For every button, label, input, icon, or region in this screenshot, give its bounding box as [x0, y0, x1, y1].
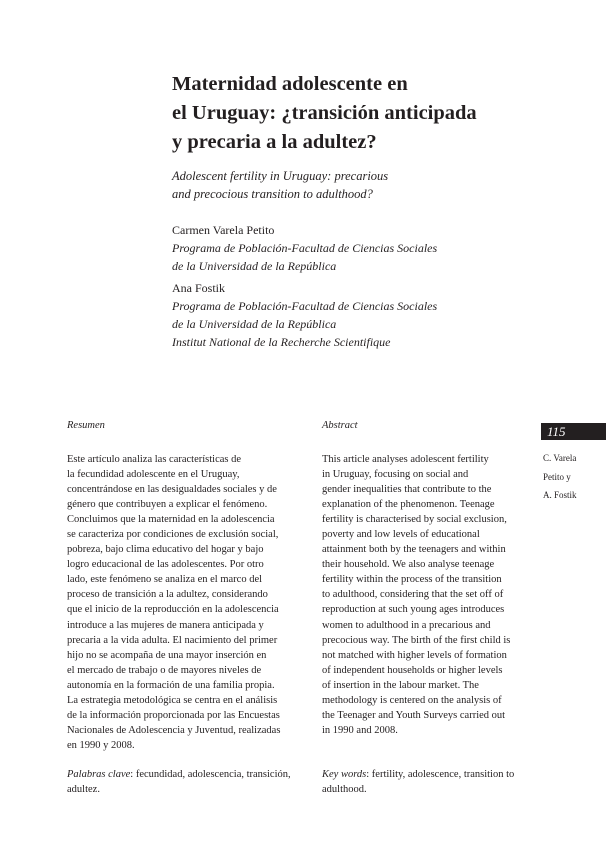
text-line: of insertion in the labour market. The — [322, 679, 479, 691]
text-line: of independent households or higher levels — [322, 664, 503, 676]
text-line: their household. We also analyse teenage — [322, 559, 495, 571]
page-number: 115 — [541, 423, 606, 440]
title-line: y precaria a la adultez? — [172, 131, 377, 153]
text-line: women to adulthood in a precarious and — [322, 619, 491, 631]
text-line: proceso de transición a la adultez, considerando — [67, 589, 268, 601]
resumen-keywords — [67, 767, 291, 797]
text-line: La estrategia metodológica se centra en el análisis — [67, 694, 278, 706]
title-line: Maternidad adolescente en — [172, 73, 408, 95]
abstract-text — [322, 452, 537, 738]
text-line: Concluimos que la maternidad en la adolescencia — [67, 514, 275, 526]
author-name: Ana Fostik — [172, 281, 226, 295]
running-head-line: C. Varela — [543, 453, 577, 463]
subtitle-line: and precocious transition to adulthood? — [172, 187, 373, 201]
author-1 — [172, 221, 512, 275]
text-line: introduce a las mujeres de manera anticipada y — [67, 619, 264, 631]
resumen-body — [67, 452, 291, 797]
author-affiliation: Institut National de la Recherche Scientifique — [172, 335, 391, 349]
running-head-line: Petito y — [543, 471, 571, 482]
keywords-label: Palabras clave — [67, 768, 131, 780]
text-line: gender inequalities that contribute to the — [322, 484, 492, 496]
text-line: Este artículo analiza las características de — [67, 454, 242, 465]
text-line: precocious way. The birth of the first child is — [322, 634, 511, 646]
article-title — [172, 70, 512, 157]
author-affiliation: de la Universidad de la República — [172, 259, 337, 273]
title-line: el Uruguay: ¿transición anticipada — [172, 102, 477, 124]
text-line: la fecundidad adolescente en el Uruguay, — [67, 469, 240, 481]
text-line: attainment both by the teenagers and within — [322, 544, 506, 556]
abstract-heading: Abstract — [322, 420, 358, 431]
text-line: de la información proporcionada por las Encuestas — [67, 709, 280, 721]
text-line: in Uruguay, focusing on social and — [322, 469, 469, 481]
keywords-text: adultez. — [67, 783, 100, 795]
subtitle-line: Adolescent fertility in Uruguay: precarious — [172, 169, 389, 183]
text-line: en 1990 y 2008. — [67, 739, 135, 751]
author-affiliation: Programa de Población-Facultad de Ciencias Sociales — [172, 299, 438, 313]
author-name: Carmen Varela Petito — [172, 223, 275, 237]
running-head-line: A. Fostik — [543, 490, 577, 500]
abstract-keywords — [322, 767, 537, 797]
resumen-text — [67, 452, 282, 753]
text-line: precaria a la vida adulta. El nacimiento del primer — [67, 634, 278, 646]
resumen-heading: Resumen — [67, 420, 105, 431]
text-line: Nacionales de Adolescencia y Juventud, realizadas — [67, 724, 281, 736]
keywords-text: : fecundidad, adolescencia, transición, — [130, 768, 291, 780]
author-2 — [172, 279, 512, 351]
text-line: the Teenager and Youth Surveys carried out — [322, 709, 506, 721]
text-line: to adulthood, considering that the set off of — [322, 589, 504, 601]
keywords-text: adulthood. — [322, 783, 367, 795]
english-subtitle — [172, 167, 512, 203]
author-affiliation: Programa de Población-Facultad de Ciencias Sociales — [172, 241, 438, 255]
text-line: poverty and low levels of educational — [322, 529, 480, 541]
text-line: hijo no se acompaña de una mayor inserción en — [67, 649, 267, 661]
running-head — [543, 449, 577, 505]
text-line: logro educacional de las adolescentes. Por otro — [67, 559, 264, 571]
keywords-text: : fertility, adolescence, transition to — [366, 768, 515, 780]
text-line: reproduction at such young ages introduces — [322, 604, 505, 616]
text-line: not matched with higher levels of formation — [322, 649, 507, 661]
text-line: in 1990 and 2008. — [322, 724, 398, 736]
text-line: explanation of the phenomenon. Teenage — [322, 499, 495, 511]
text-line: el mercado de trabajo o de mayores niveles de — [67, 664, 262, 676]
text-line: que el inicio de la reproducción en la adolescencia — [67, 604, 279, 616]
text-line: This article analyses adolescent fertility — [322, 454, 489, 465]
text-line: género que contribuyen a explicar el fenómeno. — [67, 499, 268, 511]
text-line: fertility within the process of the transition — [322, 574, 502, 586]
text-line: methodology is centered on the analysis of — [322, 694, 502, 706]
text-line: se caracteriza por condiciones de exclusión social, — [67, 529, 279, 541]
text-line: fertility is characterised by social exclusion, — [322, 514, 507, 526]
text-line: autonomía en la formación de una familia propia. — [67, 679, 275, 691]
text-line: concentrándose en las desigualdades sociales y de — [67, 484, 277, 496]
author-affiliation: de la Universidad de la República — [172, 317, 337, 331]
abstract-body — [322, 452, 537, 797]
keywords-label: Key words — [322, 768, 367, 780]
text-line: lado, este fenómeno se analiza en el marco del — [67, 574, 263, 586]
text-line: pobreza, bajo clima educativo del hogar y bajo — [67, 544, 264, 556]
